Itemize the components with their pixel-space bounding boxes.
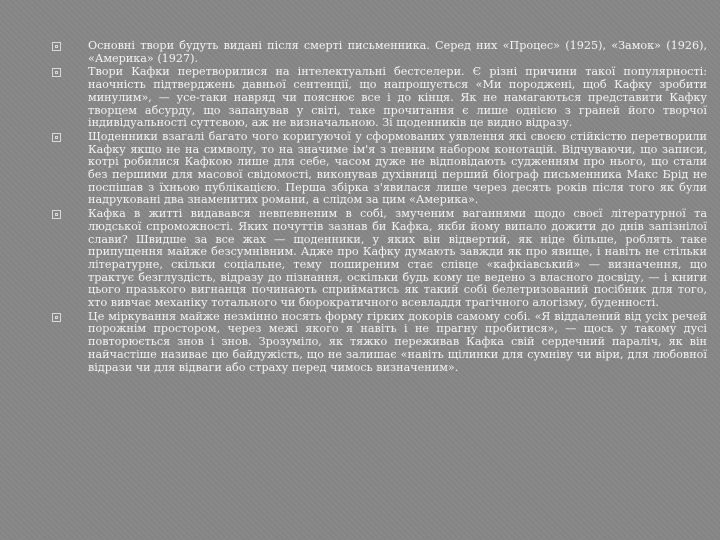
bullet-text: Кафка в житті видавався невпевненим в собі, змученим ваганнями щодо своєї літературної та людської спроможності. Яких почуттів зазнав би Кафка, якби йому випало дожити до днів запізнілої слави? Швидше за все жах — щоденники, у яких він відвертий, як ніде більше, роблять таке припущення майже безсумнівним. Адже про Кафку думають завжди як про явище, і навіть не стільки літературне, скільки соціальне, тему поширеним стає слівце «кафкіавський» — визначення, що трактує безглуздість, відразу до пізнання, оскільки будь кому це ведено з власного досвіду, — і книги цього празького вигнанця починають сприйматись як такий собі белетризований посібник для того, хто вивчає механіку тотального чи бюрократичного всевладдя трагічного алогізму, буденності.	[88, 207, 707, 310]
square-bullet-icon	[52, 210, 61, 219]
square-bullet-icon	[52, 313, 61, 322]
bullet-text: Щоденники взагалі багато чого коригуючої у сформованих уявлення які своєю стійкістю перетворили Кафку якщо не на символу, то на значиме ім'я з певним набором конотацій. Відчуваючи, що записи, котрі робилися Кафкою лише для себе, часом дуже не відповідають судженням про нього, що стали без першими для масової свідомості, виконував духівниці перший біограф письменника Макс Брід не поспішав з їхньою публікацією. Перша збірка з'явилася лише через десять років після того як були надруковані два знаменитих романи, а слідом за цим «Америка».	[88, 129, 707, 207]
bullet-item	[52, 131, 707, 207]
bullet-item	[52, 311, 707, 375]
bullet-item	[52, 40, 707, 65]
square-bullet-icon	[52, 42, 61, 51]
bullet-list	[52, 40, 707, 375]
square-bullet-icon	[52, 133, 61, 142]
bullet-text: Це міркування майже незмінно носять форму гірких докорів самому собі. «Я віддалений від усіх речей порожнім простором, через межі якого я навіть і не прагну пробитися», — щось у такому дусі повторюється знов і знов. Зрозуміло, як тяжко переживав Кафка свій сердечний параліч, як він найчастіше називає цю байдужість, що не залишає «навіть щілинки для сумніву чи віри, для любовної відрази чи для відваги або страху перед чимось визначеним».	[88, 309, 707, 374]
bullet-text: Твори Кафки перетворилися на інтелектуальні бестселери. Є різні причини такої популярності: наочність підтверджень давньої сентенції, що напрошується «Ми породжені, щоб Кафку зробити минулим», — усе-таки навряд чи пояснює все і до кінця. Як не намагаються представити Кафку творцем абсурду, що запанував у світі, таке прочитання є лише однією з граней його творчої індивідуальності суттєвою, аж не визначальною. Зі щоденників це видно відразу.	[88, 65, 707, 130]
square-bullet-icon	[52, 68, 61, 77]
bullet-text: Основні твори будуть видані після смерті письменника. Серед них «Процес» (1925), «Замок» (1926), «Америка» (1927).	[88, 39, 707, 65]
bullet-item	[52, 66, 707, 130]
bullet-item	[52, 208, 707, 310]
